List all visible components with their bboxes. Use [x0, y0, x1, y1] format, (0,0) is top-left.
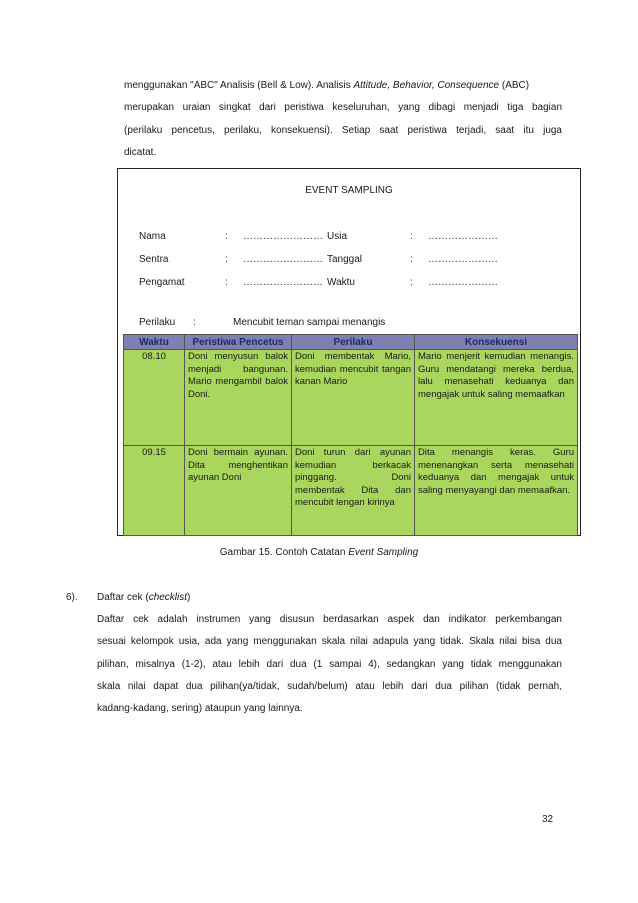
field-value: …………………… [243, 277, 323, 288]
page-number: 32 [542, 814, 554, 825]
header-perilaku: Perilaku [292, 335, 415, 350]
section-line: Daftar cek adalah instrumen yang disusun berdasarkan aspek dan indikator perkembangan [97, 614, 562, 625]
field-colon-2: : [410, 231, 413, 242]
intro-line-1-italic: Attitude, Behavior, Consequence [353, 80, 500, 91]
event-sampling-title: EVENT SAMPLING [305, 185, 393, 196]
section-number: 6). [66, 592, 78, 603]
event-table [123, 334, 578, 536]
intro-line-1-end: (ABC) [499, 80, 530, 91]
header-konsekuensi: Konsekuensi [415, 335, 578, 350]
table-row [124, 350, 578, 446]
cell-konsekuensi: Dita menangis keras. Guru menenangkan serta menasehati keduanya dan mengajak untuk saling menyayangi dan memaafkan. [415, 446, 578, 536]
field-label: Pengamat [139, 277, 185, 288]
section-title [97, 591, 190, 604]
field-label-2: Tanggal [327, 254, 363, 265]
section-line: sesuai kelompok usia, ada yang menggunakan skala nilai adapula yang tidak. Skala nilai bisa dua [97, 636, 562, 647]
table-row [124, 446, 578, 536]
header-peristiwa-pencetus: Peristiwa Pencetus [185, 335, 292, 350]
field-label: Nama [139, 231, 166, 242]
intro-line-1 [124, 79, 562, 92]
field-colon: : [225, 254, 228, 265]
field-label-2: Usia [327, 231, 348, 242]
caption-prefix: Gambar 15. Contoh Catatan [219, 547, 349, 558]
perilaku-label: Perilaku [139, 317, 176, 328]
cell-pencetus: Doni menyusun balok menjadi bangunan. Mario mengambil balok Doni. [185, 350, 292, 446]
section-line: kadang-kadang, sering) ataupun yang lainnya. [97, 703, 303, 714]
field-colon-2: : [410, 254, 413, 265]
perilaku-value: Mencubit teman sampai menangis [233, 317, 386, 328]
field-label: Sentra [139, 254, 169, 265]
intro-line-4: dicatat. [124, 147, 157, 158]
intro-line-1-text: menggunakan "ABC" Analisis (Bell & Low). Analisis [124, 80, 354, 91]
field-colon-2: : [410, 277, 413, 288]
header-waktu: Waktu [124, 335, 185, 350]
field-value: …………………… [243, 231, 323, 242]
section-title-prefix: Daftar cek ( [97, 592, 149, 603]
section-line: skala nilai dapat dua pilihan(ya/tidak, sudah/belum) atau lebih dari dua pilihan (tidak pernah, [97, 681, 562, 692]
figure-caption [0, 546, 638, 559]
section-title-italic: checklist [148, 592, 188, 603]
intro-line-2: merupakan uraian singkat dari peristiwa keseluruhan, yang dibagi menjadi tiga bagian [124, 102, 562, 113]
cell-perilaku: Doni turun dari ayunan kemudian berkacak pinggang. Doni membentak Dita dan mencubit lengan kirinya [292, 446, 415, 536]
field-value-2: ………………… [428, 277, 498, 288]
field-label-2: Waktu [327, 277, 355, 288]
section-title-suffix: ) [187, 592, 191, 603]
field-value: …………………… [243, 254, 323, 265]
perilaku-colon: : [193, 317, 196, 328]
section-line: pilihan, misalnya (1-2), atau lebih dari dua (1 sampai 4), sedangkan yang tidak menggunakan [97, 659, 562, 670]
field-value-2: ………………… [428, 231, 498, 242]
cell-perilaku: Doni membentak Mario, kemudian mencubit tangan kanan Mario [292, 350, 415, 446]
field-value-2: ………………… [428, 254, 498, 265]
field-colon: : [225, 231, 228, 242]
caption-italic: Event Sampling [348, 547, 419, 558]
table-header-row [124, 335, 578, 350]
cell-waktu: 09.15 [124, 446, 185, 536]
cell-konsekuensi: Mario menjerit kemudian menangis. Guru mendatangi mereka berdua, lalu menasehati keduanya dan mengajak untuk saling memaafkan [415, 350, 578, 446]
cell-pencetus: Doni bermain ayunan. Dita menghentikan ayunan Doni [185, 446, 292, 536]
intro-line-3: (perilaku pencetus, perilaku, konsekuensi). Setiap saat peristiwa terjadi, saat itu juga [124, 125, 562, 136]
cell-waktu: 08.10 [124, 350, 185, 446]
field-colon: : [225, 277, 228, 288]
